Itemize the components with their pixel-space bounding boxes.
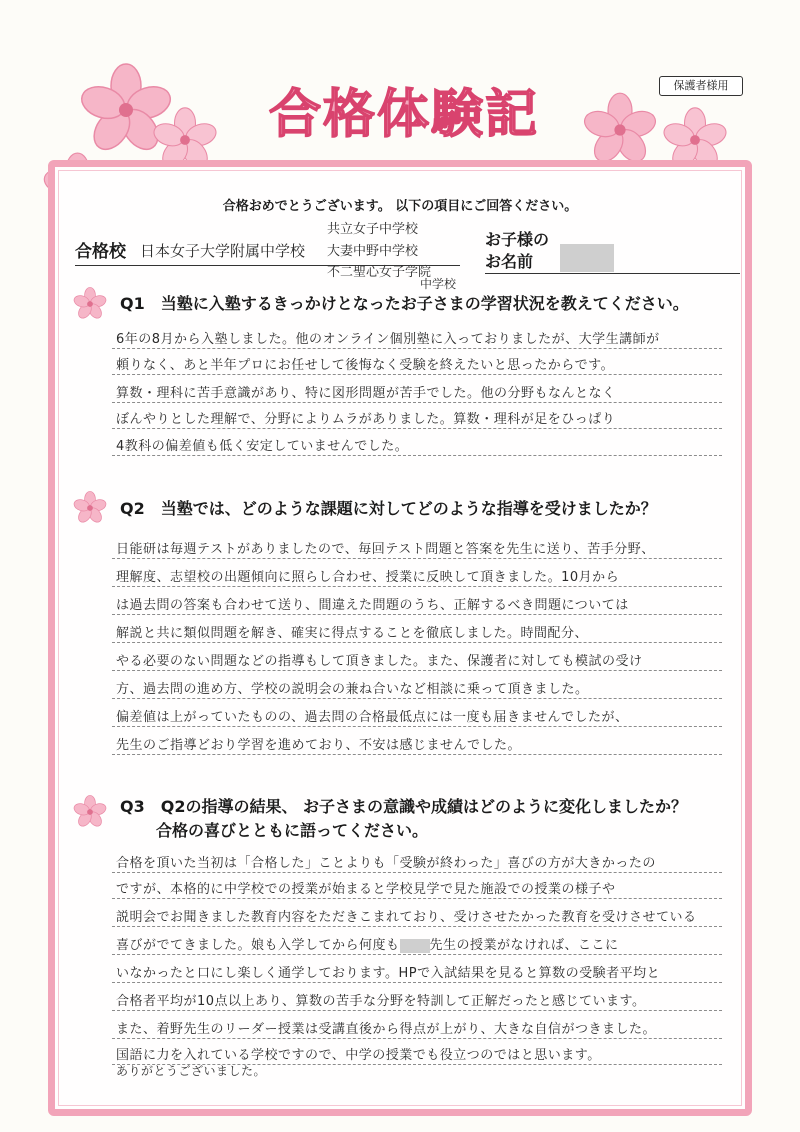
ruled-line <box>112 1038 722 1039</box>
school-sub-value: 中学校 <box>420 277 457 291</box>
answer-line: 国語に力を入れている学校ですので、中学の授業でも役立つのではと思います。 <box>116 1048 601 1063</box>
sakura-flower-icon <box>72 286 108 322</box>
answer-line: は過去問の答案も合わせて送り、間違えた問題のうち、正解するべき問題については <box>116 598 629 613</box>
form-type-badge: 保護者様用 <box>659 76 743 96</box>
answer-line: また、着野先生のリーダー授業は受講直後から得点が上がり、大きな自信がつきました。 <box>116 1022 657 1037</box>
answer-line: 日能研は毎週テストがありましたので、毎回テスト問題と答案を先生に送り、苦手分野、 <box>116 542 655 557</box>
ruled-line <box>112 348 722 349</box>
child-name-label: お子様の お名前 <box>485 230 550 271</box>
q1-heading: Q1 当塾に入塾するきっかけとなったお子さまの学習状況を教えてください。 <box>120 294 689 313</box>
ruled-line <box>112 558 722 559</box>
answer-line: 先生のご指導どおり学習を進めており、不安は感じませんでした。 <box>116 738 522 753</box>
ruled-line <box>112 926 722 927</box>
ruled-line <box>112 374 722 375</box>
child-name-underline <box>485 273 740 274</box>
answer-line: 6年の8月から入塾しました。他のオンライン個別塾に入っておりましたが、大学生講師が <box>116 332 660 347</box>
ruled-line <box>112 698 722 699</box>
ruled-line <box>112 726 722 727</box>
answer-line: 解説と共に類似問題を解き、確実に得点することを徹底しました。時間配分、 <box>116 626 588 641</box>
answer-line: 頼りなく、あと半年プロにお任せして後悔なく受験を終えたいと思ったからです。 <box>116 358 615 373</box>
q3-heading: Q3 Q2の指導の結果、 お子さまの意識や成績はどのように変化しましたか？ 合格の喜びとともに語ってください。 <box>120 797 688 840</box>
school-main-value: 日本女子大学附属中学校 <box>140 242 306 260</box>
answer-line: 説明会でお聞きました教育内容をただきこまれており、受けさせたかった教育を受けさせている <box>116 910 697 925</box>
school-label: 合格校 <box>75 242 126 262</box>
answer-line: 喜びがでてきました。娘も入学してから何度も 先生の授業がなければ、ここに <box>116 938 619 953</box>
answer-line: 方、過去問の進め方、学校の説明会の兼ね合いなど相談に乗って頂きました。 <box>116 682 589 697</box>
answer-line: 理解度、志望校の出題傾向に照らし合わせ、授業に反映して頂きました。10月から <box>116 570 620 585</box>
answer-line: 合格者平均が10点以上あり、算数の苦手な分野を特訓して正解だったと感じています。 <box>116 994 646 1009</box>
answer-line: 偏差値は上がっていたものの、過去問の合格最低点には一度も届きませんでしたが、 <box>116 710 629 725</box>
answer-line: いなかったと口にし楽しく通学しております。HPで入試結果を見ると算数の受験者平均と <box>116 966 661 981</box>
redacted-teacher-name <box>400 939 430 953</box>
answer-line: ぼんやりとした理解で、分野によりムラがありました。算数・理科が足をひっぱり <box>116 412 616 427</box>
sakura-flower-icon <box>580 90 660 170</box>
answer-line: 合格を頂いた当初は「合格した」ことよりも「受験が終わった」喜びの方が大きかったの <box>116 856 656 871</box>
page-title: 合格体験記 <box>268 84 539 145</box>
school-underline <box>75 265 460 266</box>
answer-line: ありがとうございました。 <box>116 1064 267 1078</box>
q2-heading: Q2 当塾では、どのような課題に対してどのような指導を受けましたか？ <box>120 499 657 518</box>
answer-line: やる必要のない問題などの指導もして頂きました。また、保護者に対しても模試の受け <box>116 654 643 669</box>
ruled-line <box>112 872 722 873</box>
redacted-name <box>560 244 614 272</box>
answer-line: ですが、本格的に中学校での授業が始まると学校見学で見た施設での授業の様子や <box>116 882 616 897</box>
ruled-line <box>112 1010 722 1011</box>
ruled-line <box>112 898 722 899</box>
ruled-line <box>112 954 722 955</box>
ruled-line <box>112 428 722 429</box>
ruled-line <box>112 754 722 755</box>
sakura-flower-icon <box>72 490 108 526</box>
ruled-line <box>112 586 722 587</box>
ruled-line <box>112 614 722 615</box>
answer-line: 4教科の偏差値も低く安定していませんでした。 <box>116 439 409 454</box>
answer-line: 算数・理科に苦手意識があり、特に図形問題が苦手でした。他の分野もなんとなく <box>116 386 616 401</box>
ruled-line <box>112 670 722 671</box>
ruled-line <box>112 982 722 983</box>
intro-text: 合格おめでとうございます。 以下の項目にご回答ください。 <box>222 199 578 214</box>
school-sub-value: 不二聖心女子学院 <box>327 265 432 280</box>
ruled-line <box>112 455 722 456</box>
sakura-flower-icon <box>72 794 108 830</box>
school-sub-value: 大妻中野中学校 <box>327 244 419 259</box>
school-sub-value: 共立女子中学校 <box>327 222 419 237</box>
ruled-line <box>112 642 722 643</box>
ruled-line <box>112 402 722 403</box>
